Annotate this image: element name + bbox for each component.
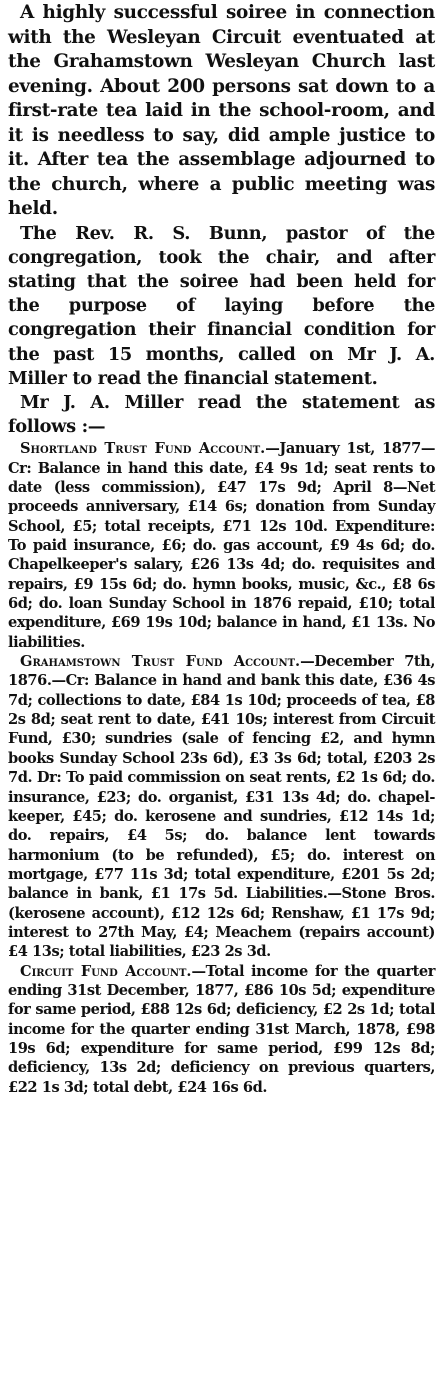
circuit-account-paragraph xyxy=(8,962,435,1097)
intro-paragraph: A highly successful soiree in connection with the Wesleyan Circuit eventuated at the Grahamstown Wesleyan Church last evening. About 200 persons sat down to a first-rate tea laid in the school-room, and it is needless to say, did ample justice to it. After tea the assemblage adjourned to the church, where a public meeting was held. xyxy=(8,2,435,219)
shortland-account-text: —January 1st, 1877—Cr: Balance in hand this date, £4 9s 1d; seat rents to date (less commission), £47 17s 9d; April 8—Net proceeds anniversary, £14 6s; donation from Sunday School, £5; total receipts, £71 12s 10d. Expenditure: To paid insurance, £6; do. gas account, £9 4s 6d; do. Chapelkeeper's salary, £26 13s 4d; do. requisites and repairs, £9 15s 6d; do. hymn books, music, &c., £8 6s 6d; do. loan Sunday School in 1876 repaid, £10; total expenditure, £69 19s 10d; balance in hand, £1 13s. No liabilities. xyxy=(8,440,435,651)
grahamstown-account-heading: Grahamstown Trust Fund Account. xyxy=(20,653,301,671)
chairman-paragraph: The Rev. R. S. Bunn, pastor of the congregation, took the chair, and after stating that the soiree had been held for the purpose of laying before the congregation their financial condition for the past 15 months, called on Mr J. A. Miller to read the financial statement. xyxy=(8,222,435,389)
grahamstown-account-text: —December 7th, 1876.—Cr: Balance in hand and bank this date, £36 4s 7d; collections to date, £84 1s 10d; proceeds of tea, £8 2s 8d; seat rent to date, £41 10s; interest from Circuit Fund, £30; sundries (sale of fencing £2, and hymn books Sunday School 23s 6d), £3 3s 6d; total, £203 2s 7d. Dr: To paid commission on seat rents, £2 1s 6d; do. insurance, £23; do. organist, £31 13s 4d; do. chapel-keeper, £45; do. kerosene and sundries, £12 14s 1d; do. repairs, £4 5s; do. balance lent towards harmonium (to be refunded), £5; do. interest on mortgage, £77 11s 3d; total expenditure, £201 5s 2d; balance in bank, £1 17s 5d. Liabilities.—Stone Bros. (kerosene account), £12 12s 6d; Renshaw, £1 17s 9d; interest to 27th May, £4; Meachem (repairs account) £4 13s; total liabilities, £23 2s 3d. xyxy=(8,653,435,961)
statement-intro-paragraph: Mr J. A. Miller read the statement as follows :— xyxy=(8,391,435,438)
shortland-account-paragraph xyxy=(8,439,435,652)
shortland-account-heading: Shortland Trust Fund Account. xyxy=(20,440,266,458)
circuit-account-heading: Circuit Fund Account. xyxy=(20,962,192,980)
circuit-account-text: —Total income for the quarter ending 31st December, 1877, £86 10s 5d; expenditure for same period, £88 12s 6d; deficiency, £2 2s 1d; total income for the quarter ending 31st March, 1878, £98 19s 6d; expenditure for same period, £99 12s 8d; deficiency, 13s 2d; deficiency on previous quarters, £22 1s 3d; total debt, £24 16s 6d. xyxy=(8,962,435,1096)
grahamstown-account-paragraph xyxy=(8,652,435,962)
